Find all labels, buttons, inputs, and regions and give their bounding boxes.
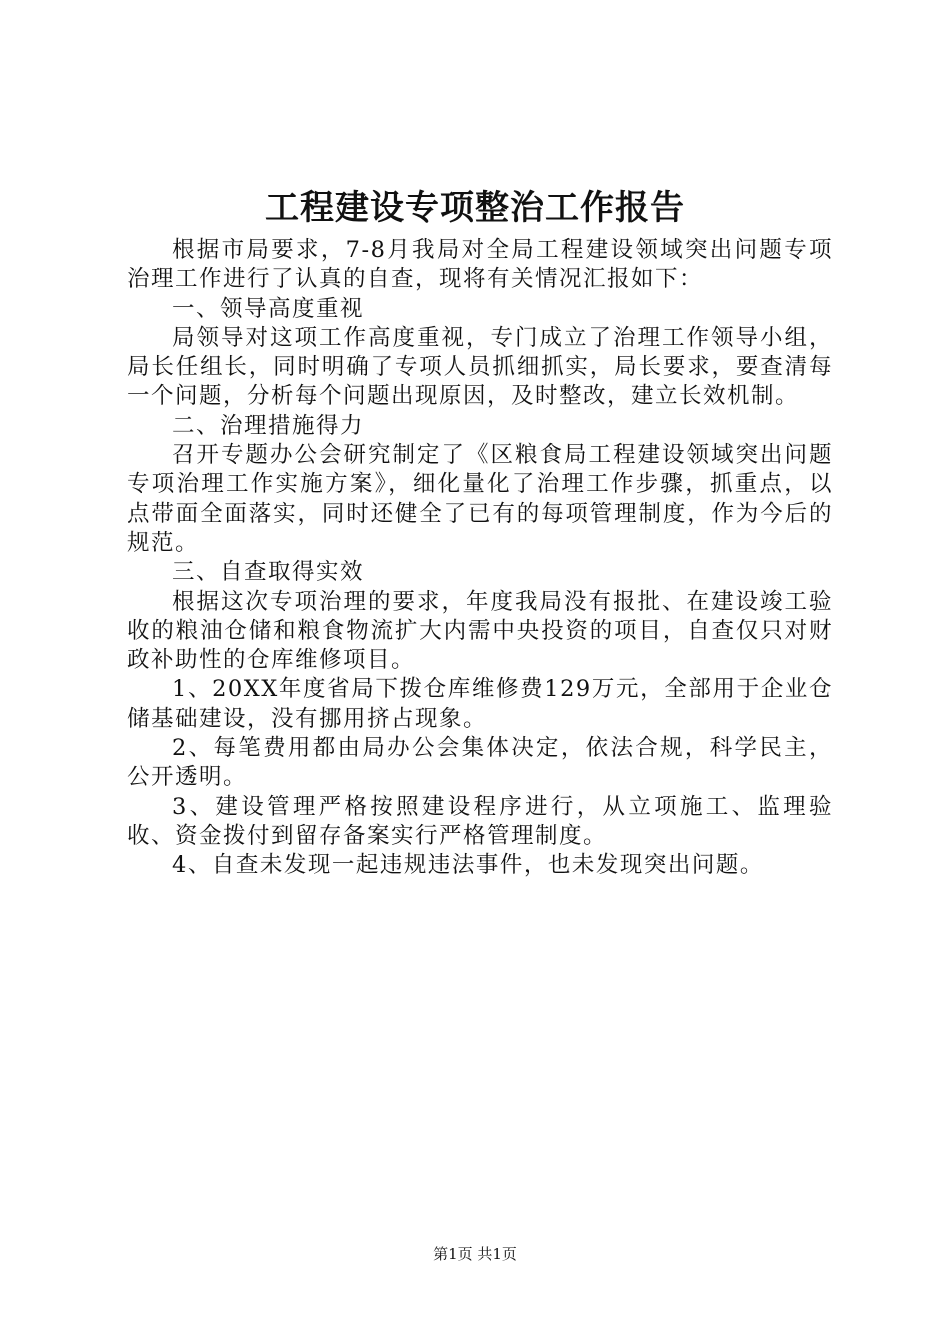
section-paragraph-3: 根据这次专项治理的要求，年度我局没有报批、在建设竣工验收的粮油仓储和粮食物流扩大内需中央投资的项目，自查仅只对财政补助性的仓库维修项目。: [127, 588, 833, 674]
intro-paragraph: 根据市局要求，7-8月我局对全局工程建设领域突出问题专项治理工作进行了认真的自查，现将有关情况汇报如下：: [127, 237, 833, 293]
list-item-3: 3、建设管理严格按照建设程序进行，从立项施工、监理验收、资金拨付到留存备案实行严格管理制度。: [127, 793, 833, 849]
list-item-2: 2、每笔费用都由局办公会集体决定，依法合规，科学民主，公开透明。: [127, 735, 833, 791]
document-body: [127, 236, 833, 881]
list-item-1: 1、20XX年度省局下拨仓库维修费129万元，全部用于企业仓储基础建设，没有挪用挤占现象。: [127, 676, 833, 732]
page-footer: 第1页 共1页: [433, 1245, 517, 1263]
section-paragraph-1: 局领导对这项工作高度重视，专门成立了治理工作领导小组，局长任组长，同时明确了专项人员抓细抓实，局长要求，要查清每一个问题，分析每个问题出现原因，及时整改，建立长效机制。: [127, 324, 833, 410]
list-item-4: 4、自查未发现一起违规违法事件，也未发现突出问题。: [172, 852, 764, 879]
section-heading-1: 一、领导高度重视: [172, 295, 365, 322]
section-paragraph-2: 召开专题办公会研究制定了《区粮食局工程建设领域突出问题专项治理工作实施方案》，细化量化了治理工作步骤，抓重点，以点带面全面落实，同时还健全了已有的每项管理制度，作为今后的规范。: [127, 442, 833, 556]
document-title: 工程建设专项整治工作报告: [265, 188, 685, 228]
section-heading-3: 三、自查取得实效: [172, 559, 365, 586]
section-heading-2: 二、治理措施得力: [172, 412, 365, 439]
